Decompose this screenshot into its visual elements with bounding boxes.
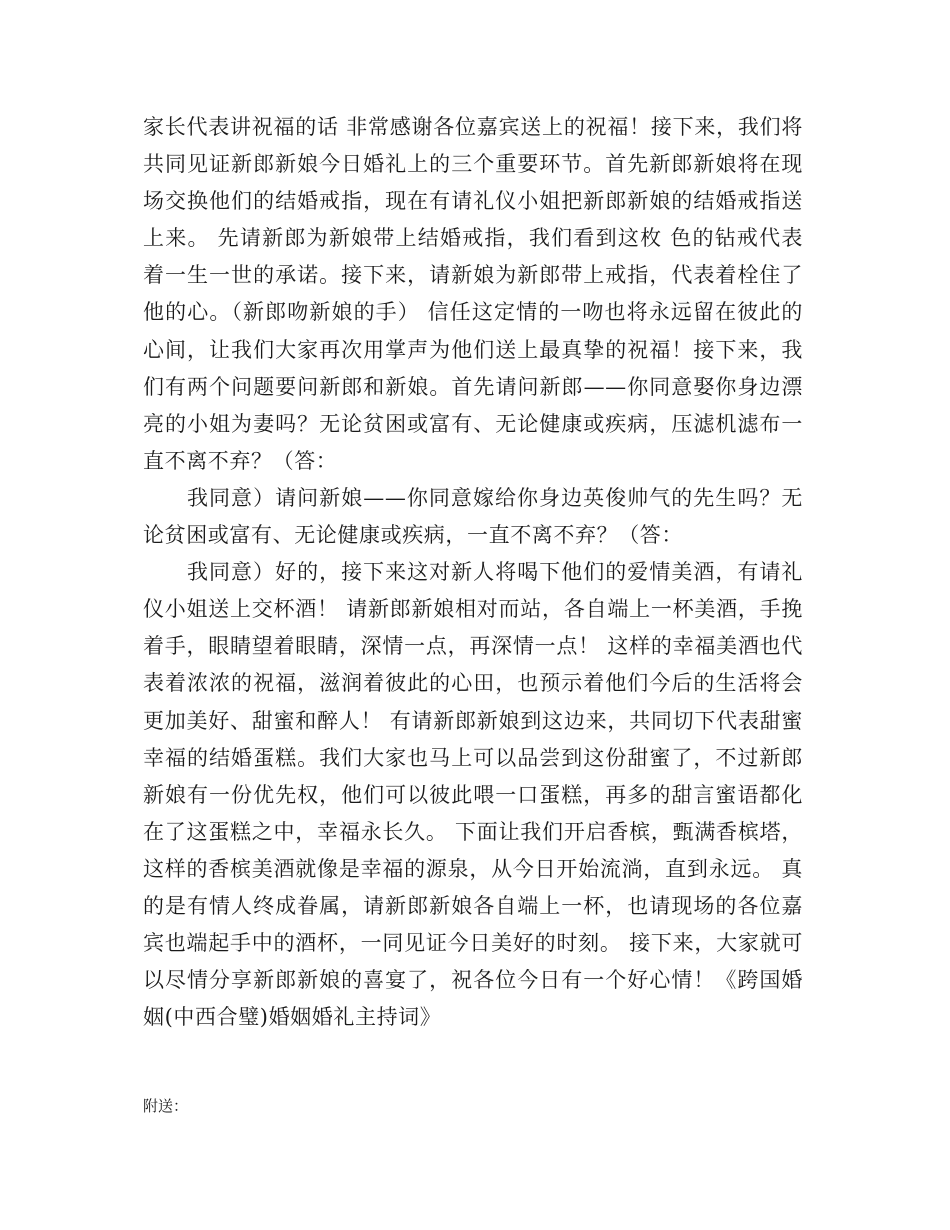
paragraph-3: 我同意）好的，接下来这对新人将喝下他们的爱情美酒，有请礼仪小姐送上交杯酒！ 请新郎新娘相对而站，各自端上一杯美酒，手挽着手，眼睛望着眼睛，深情一点，再深情一点！ 这样的幸福美酒也代表着浓浓的祝福，滋润着彼此的心田，也预示着他们今后的生活将会更加美好、甜蜜和醉人！ 有请新郎新娘到这边来，共同切下代表甜蜜幸福的结婚蛋糕。我们大家也马上可以品尝到这份甜蜜了，不过新郎新娘有一份优先权，他们可以彼此喂一口蛋糕，再多的甜言蜜语都化在了这蛋糕之中，幸福永长久。 下面让我们开启香槟，甄满香槟塔，这样的香槟美酒就像是幸福的源泉，从今日开始流淌，直到永远。 真的是有情人终成眷属，请新郎新娘各自端上一杯，也请现场的各位嘉宾也端起手中的酒杯，一同见证今日美好的时刻。 接下来，大家就可以尽情分享新郎新娘的喜宴了，祝各位今日有一个好心情！《跨国婚姻(中西合璧)婚姻婚礼主持词》 — [143, 560, 803, 1030]
paragraph-1: 家长代表讲祝福的话 非常感谢各位嘉宾送上的祝福！接下来，我们将共同见证新郎新娘今日婚礼上的三个重要环节。首先新郎新娘将在现场交换他们的结婚戒指，现在有请礼仪小姐把新郎新娘的结婚戒指送上来。 先请新郎为新娘带上结婚戒指，我们看到这枚 色的钻戒代表着一生一世的承诺。接下来，请新娘为新郎带上戒指，代表着栓住了他的心。（新郎吻新娘的手） 信任这定情的一吻也将永远留在彼此的心间，让我们大家再次用掌声为他们送上最真挚的祝福！接下来，我们有两个问题要问新郎和新娘。首先请问新郎——你同意娶你身边漂亮的小姐为妻吗？无论贫困或富有、无论健康或疾病，压滤机滤布一直不离不弃？（答： — [143, 115, 803, 473]
body-text — [143, 109, 803, 1036]
appendix-label: 附送： — [143, 1097, 189, 1115]
paragraph-2: 我同意）请问新娘——你同意嫁给你身边英俊帅气的先生吗？无论贫困或富有、无论健康或疾病，一直不离不弃？（答： — [143, 485, 803, 548]
